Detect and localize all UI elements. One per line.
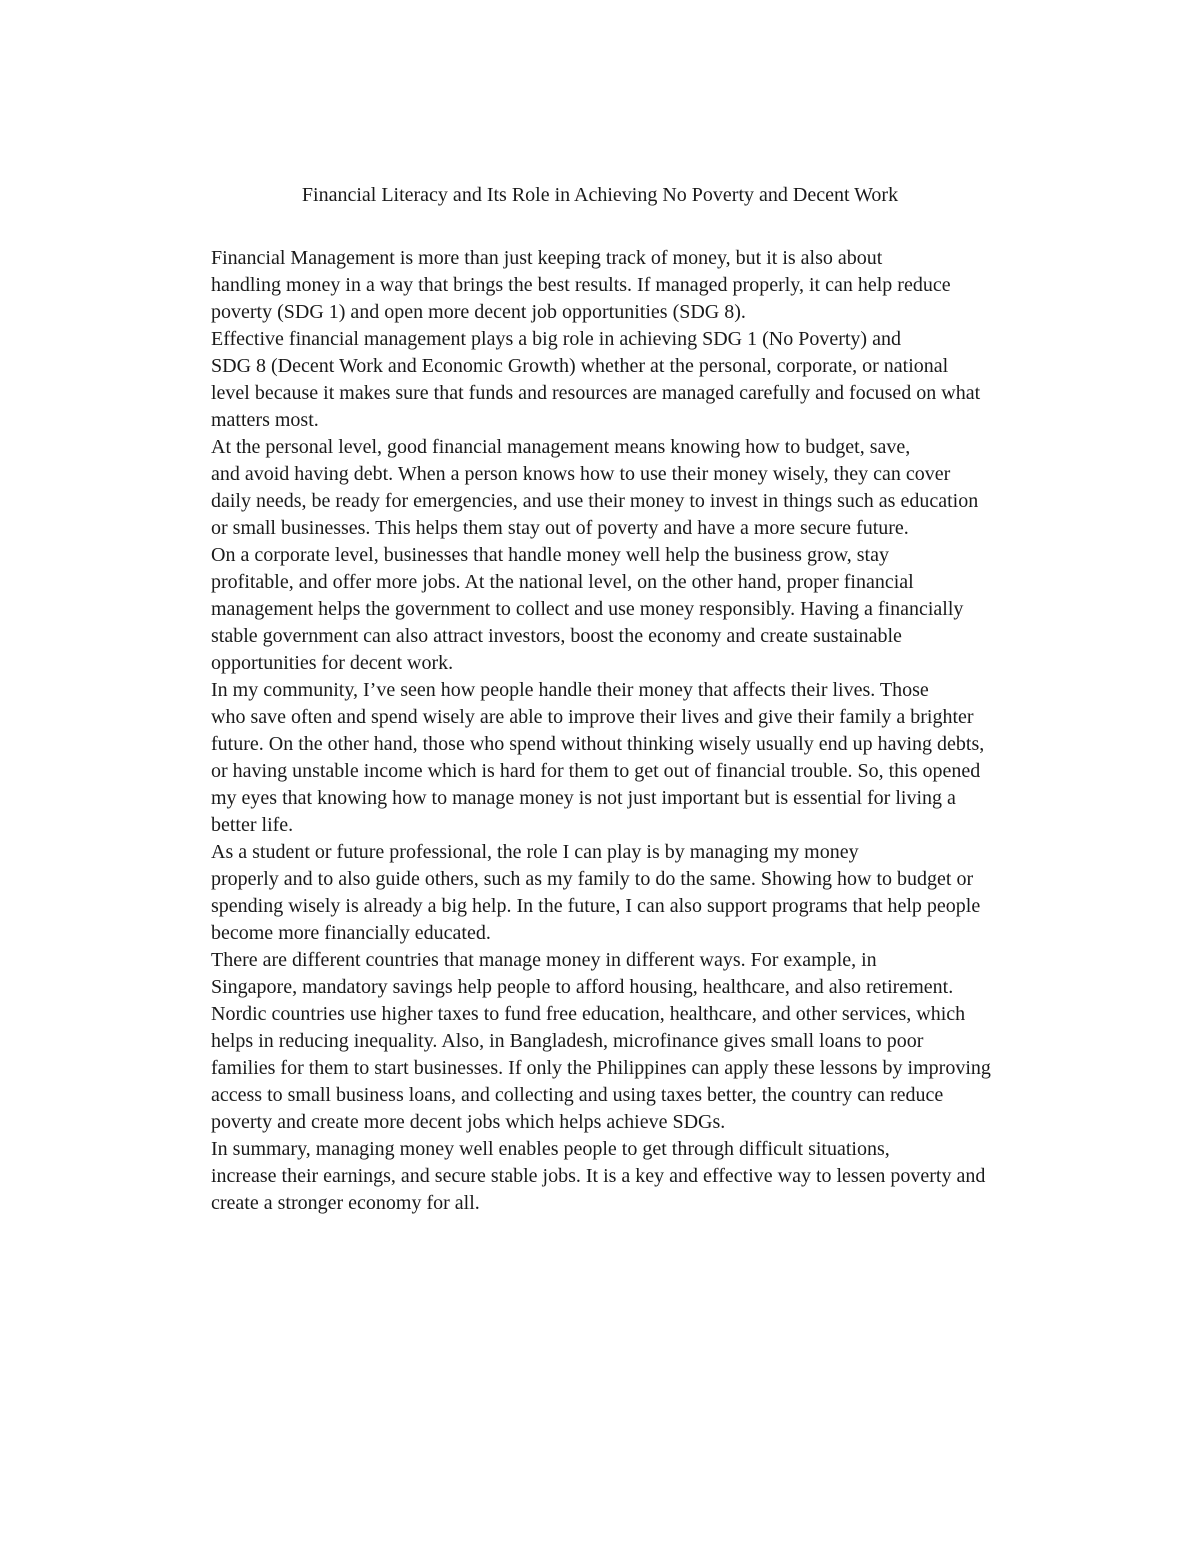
text-line: opportunities for decent work. <box>211 652 454 674</box>
paragraph-sdg-role <box>140 326 1065 434</box>
text-line: or having unstable income which is hard for them to get out of financial trouble. So, this opened <box>211 760 981 782</box>
text-line: better life. <box>211 814 294 836</box>
paragraph-student-role <box>140 839 1065 947</box>
paragraph-introduction <box>140 245 1065 326</box>
text-line: properly and to also guide others, such as my family to do the same. Showing how to budget or <box>211 868 974 890</box>
text-line: matters most. <box>211 409 319 431</box>
text-line: In summary, managing money well enables people to get through difficult situations, <box>211 1138 890 1160</box>
text-line: At the personal level, good financial management means knowing how to budget, save, <box>211 436 911 458</box>
text-line: On a corporate level, businesses that handle money well help the business grow, stay <box>211 544 889 566</box>
text-line: poverty (SDG 1) and open more decent job opportunities (SDG 8). <box>211 301 746 323</box>
text-line: In my community, I’ve seen how people handle their money that affects their lives. Those <box>211 679 929 701</box>
paragraph-other-countries <box>140 947 1065 1136</box>
text-line: management helps the government to collect and use money responsibly. Having a financially <box>211 598 964 620</box>
text-line: future. On the other hand, those who spend without thinking wisely usually end up having debts, <box>211 733 985 755</box>
text-line: Effective financial management plays a big role in achieving SDG 1 (No Poverty) and <box>211 328 901 350</box>
text-line: access to small business loans, and collecting and using taxes better, the country can reduce <box>211 1084 944 1106</box>
text-line: stable government can also attract investors, boost the economy and create sustainable <box>211 625 902 647</box>
paragraph-summary <box>140 1136 1065 1217</box>
paragraph-corporate-national <box>140 542 1065 677</box>
paragraph-personal-level <box>140 434 1065 542</box>
text-line: and avoid having debt. When a person knows how to use their money wisely, they can cover <box>211 463 951 485</box>
text-line: Nordic countries use higher taxes to fund free education, healthcare, and other services, which <box>211 1003 966 1025</box>
text-line: Singapore, mandatory savings help people to afford housing, healthcare, and also retirement. <box>211 976 954 998</box>
text-line: who save often and spend wisely are able to improve their lives and give their family a brighter <box>211 706 974 728</box>
text-line: daily needs, be ready for emergencies, and use their money to invest in things such as education <box>211 490 979 512</box>
text-line: SDG 8 (Decent Work and Economic Growth) whether at the personal, corporate, or national <box>211 355 949 377</box>
document-body <box>140 245 1065 1217</box>
paragraph-community <box>140 677 1065 839</box>
text-line: level because it makes sure that funds and resources are managed carefully and focused on what <box>211 382 981 404</box>
text-line: poverty and create more decent jobs which helps achieve SDGs. <box>211 1111 726 1133</box>
text-line: Financial Management is more than just keeping track of money, but it is also about <box>211 247 883 269</box>
text-line: become more financially educated. <box>211 922 491 944</box>
document-title: Financial Literacy and Its Role in Achieving No Poverty and Decent Work <box>301 184 899 206</box>
text-line: profitable, and offer more jobs. At the national level, on the other hand, proper financial <box>211 571 914 593</box>
text-line: handling money in a way that brings the best results. If managed properly, it can help reduce <box>211 274 951 296</box>
text-line: or small businesses. This helps them stay out of poverty and have a more secure future. <box>211 517 909 539</box>
text-line: create a stronger economy for all. <box>211 1192 480 1214</box>
text-line: spending wisely is already a big help. In the future, I can also support programs that help people <box>211 895 981 917</box>
text-line: helps in reducing inequality. Also, in Bangladesh, microfinance gives small loans to poor <box>211 1030 924 1052</box>
text-line: There are different countries that manage money in different ways. For example, in <box>211 949 877 971</box>
text-line: As a student or future professional, the role I can play is by managing my money <box>211 841 859 863</box>
text-line: increase their earnings, and secure stable jobs. It is a key and effective way to lessen poverty and <box>211 1165 986 1187</box>
text-line: families for them to start businesses. If only the Philippines can apply these lessons by improving <box>211 1057 991 1079</box>
text-line: my eyes that knowing how to manage money is not just important but is essential for living a <box>211 787 956 809</box>
